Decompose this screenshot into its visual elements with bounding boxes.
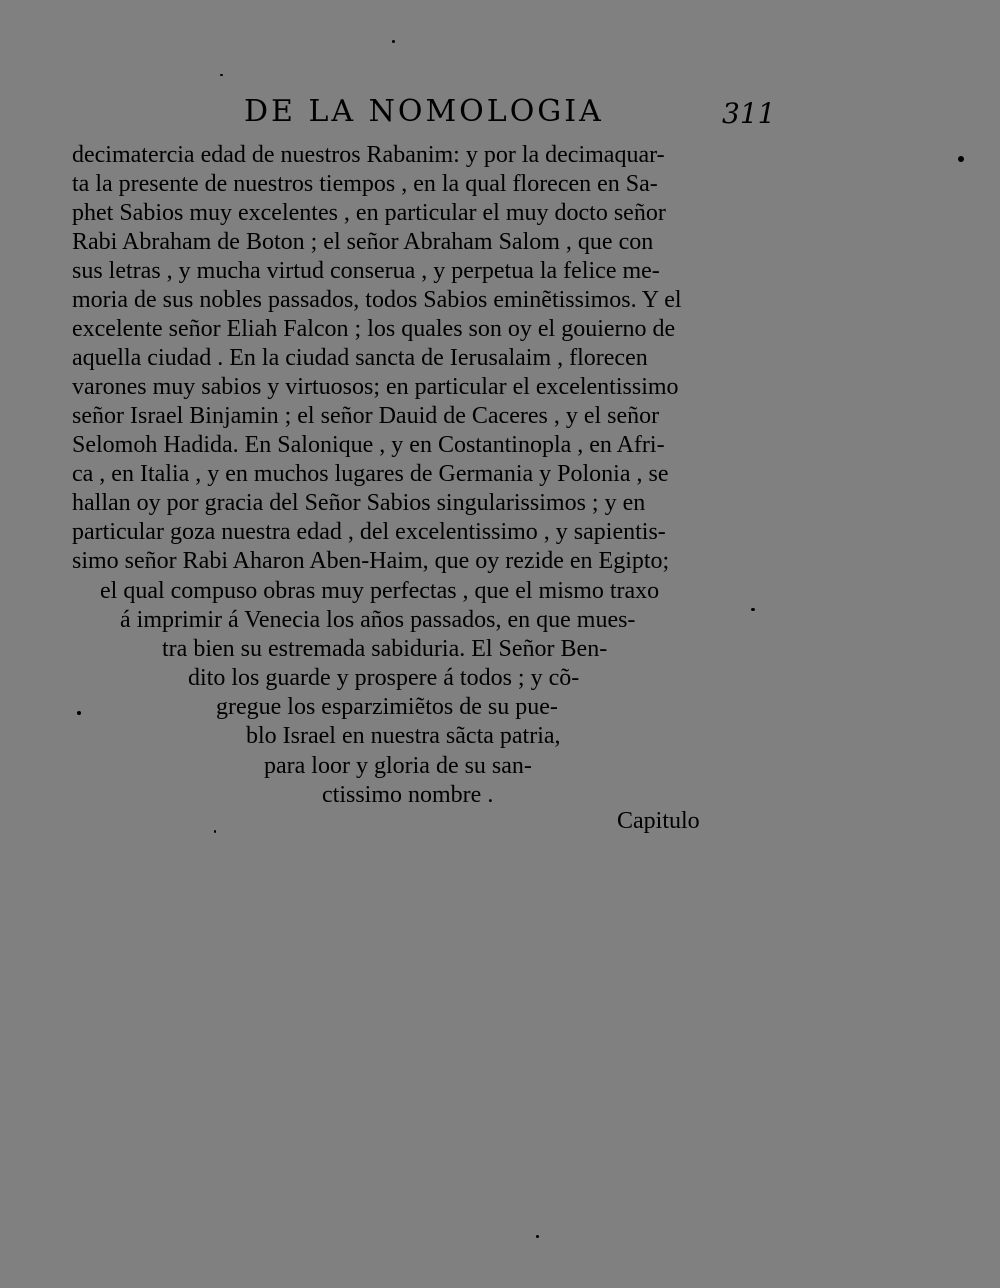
text-line: ctissimo nombre .: [322, 782, 494, 808]
text-line: á imprimir á Venecia los años passados, en que mues-: [120, 607, 636, 633]
text-line: ta la presente de nuestros tiempos , en la qual florecen en Sa-: [72, 171, 658, 197]
text-line: gregue los esparzimiẽtos de su pue-: [216, 694, 558, 720]
page-number: 311: [722, 97, 776, 130]
text-line: phet Sabios muy excelentes , en particular el muy docto señor: [72, 200, 666, 226]
text-line: dito los guarde y prospere á todos ; y cõ-: [188, 665, 580, 691]
ink-speck: [77, 711, 81, 715]
ink-speck: [958, 156, 964, 162]
ink-speck: [214, 830, 216, 833]
text-line: decimatercia edad de nuestros Rabanim: y por la decimaquar-: [72, 142, 665, 168]
text-line: blo Israel en nuestra sãcta patria,: [246, 723, 561, 749]
text-line: varones muy sabios y virtuosos; en particular el excelentissimo: [72, 374, 679, 400]
ink-speck: [220, 74, 223, 76]
text-line: hallan oy por gracia del Señor Sabios singularissimos ; y en: [72, 490, 646, 516]
text-line: Rabi Abraham de Boton ; el señor Abraham Salom , que con: [72, 229, 654, 255]
text-line: particular goza nuestra edad , del excelentissimo , y sapientis-: [72, 519, 666, 545]
ink-speck: [392, 40, 395, 43]
ink-speck: [751, 608, 755, 611]
text-line: Selomoh Hadida. En Salonique , y en Costantinopla , en Afri-: [72, 432, 665, 458]
text-line: el qual compuso obras muy perfectas , que el mismo traxo: [100, 578, 660, 604]
text-line: moria de sus nobles passados, todos Sabios eminẽtissimos. Y el: [72, 287, 682, 313]
catchword: Capitulo: [617, 808, 700, 834]
ink-speck: [536, 1235, 539, 1238]
text-line: señor Israel Binjamin ; el señor Dauid de Caceres , y el señor: [72, 403, 660, 429]
text-line: ca , en Italia , y en muchos lugares de Germania y Polonia , se: [72, 461, 669, 487]
text-line: excelente señor Eliah Falcon ; los quales son oy el gouierno de: [72, 316, 676, 342]
text-line: aquella ciudad . En la ciudad sancta de Ierusalaim , florecen: [72, 345, 648, 371]
text-line: sus letras , y mucha virtud conserua , y perpetua la felice me-: [72, 258, 660, 284]
text-line: tra bien su estremada sabiduria. El Señor Ben-: [162, 636, 608, 662]
text-line: simo señor Rabi Aharon Aben-Haim, que oy rezide en Egipto;: [72, 548, 670, 574]
text-line: para loor y gloria de su san-: [264, 753, 532, 779]
running-header-title: DE LA NOMOLOGIA: [244, 94, 604, 129]
